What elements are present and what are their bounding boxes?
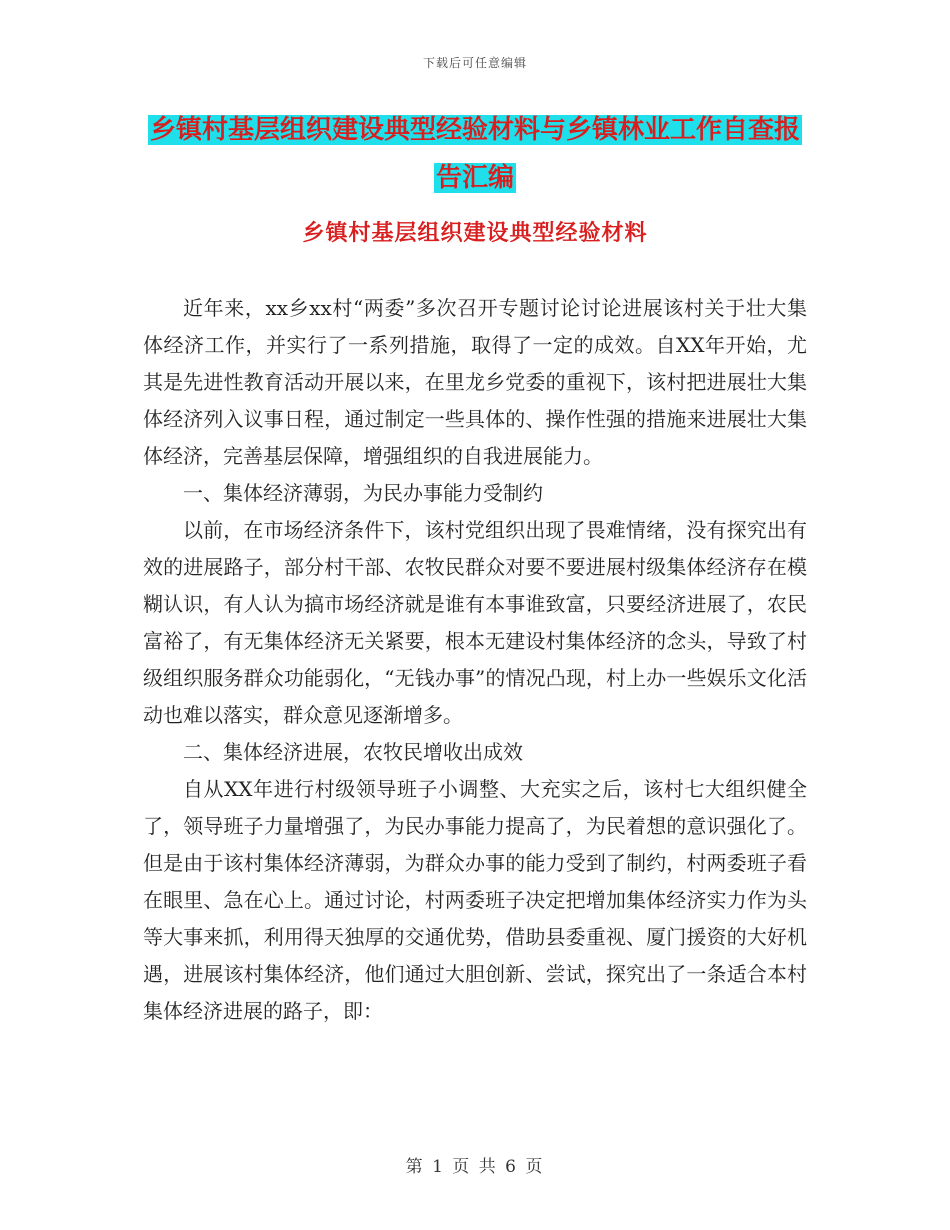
paragraph: 近年来，xx乡xx村“两委”多次召开专题讨论讨论进展该村关于壮大集体经济工作，并实行了一系列措施，取得了一定的成效。自XX年开始，尤其是先进性教育活动开展以来，在里龙乡党委的重视下，该村把进展壮大集体经济列入议事日程，通过制定一些具体的、操作性强的措施来进展壮大集体经济，完善基层保障，增强组织的自我进展能力。 [143,296,807,468]
paragraph-heading: 二、集体经济进展，农牧民增收出成效 [183,740,523,764]
body-text [143,290,807,1030]
header-note: 下载后可任意编辑 [422,56,527,70]
document-title-text: 乡镇村基层组织建设典型经验材料与乡镇林业工作自查报告汇编 [149,115,800,193]
paragraph: 以前，在市场经济条件下，该村党组织出现了畏难情绪，没有探究出有效的进展路子，部分村干部、农牧民群众对要不要进展村级集体经济存在模糊认识，有人认为搞市场经济就是谁有本事谁致富，只要经济进展了，农民富裕了，有无集体经济无关紧要，根本无建设村集体经济的念头，导致了村级组织服务群众功能弱化，“无钱办事”的情况凸现，村上办一些娱乐文化活动也难以落实，群众意见逐渐增多。 [143,518,807,727]
document-title [140,106,810,202]
paragraph: 自从XX年进行村级领导班子小调整、大充实之后，该村七大组织健全了，领导班子力量增强了，为民办事能力提高了，为民着想的意识强化了。但是由于该村集体经济薄弱，为群众办事的能力受到了制约，村两委班子看在眼里、急在心上。通过讨论，村两委班子决定把增加集体经济实力作为头等大事来抓，利用得天独厚的交通优势，借助县委重视、厦门援资的大好机遇，进展该村集体经济，他们通过大胆创新、尝试，探究出了一条适合本村集体经济进展的路子，即： [143,777,807,1023]
paragraph-heading: 一、集体经济薄弱，为民办事能力受制约 [183,481,543,505]
section-title: 乡镇村基层组织建设典型经验材料 [302,220,648,246]
page-footer: 第 1 页 共 6 页 [405,1157,545,1177]
